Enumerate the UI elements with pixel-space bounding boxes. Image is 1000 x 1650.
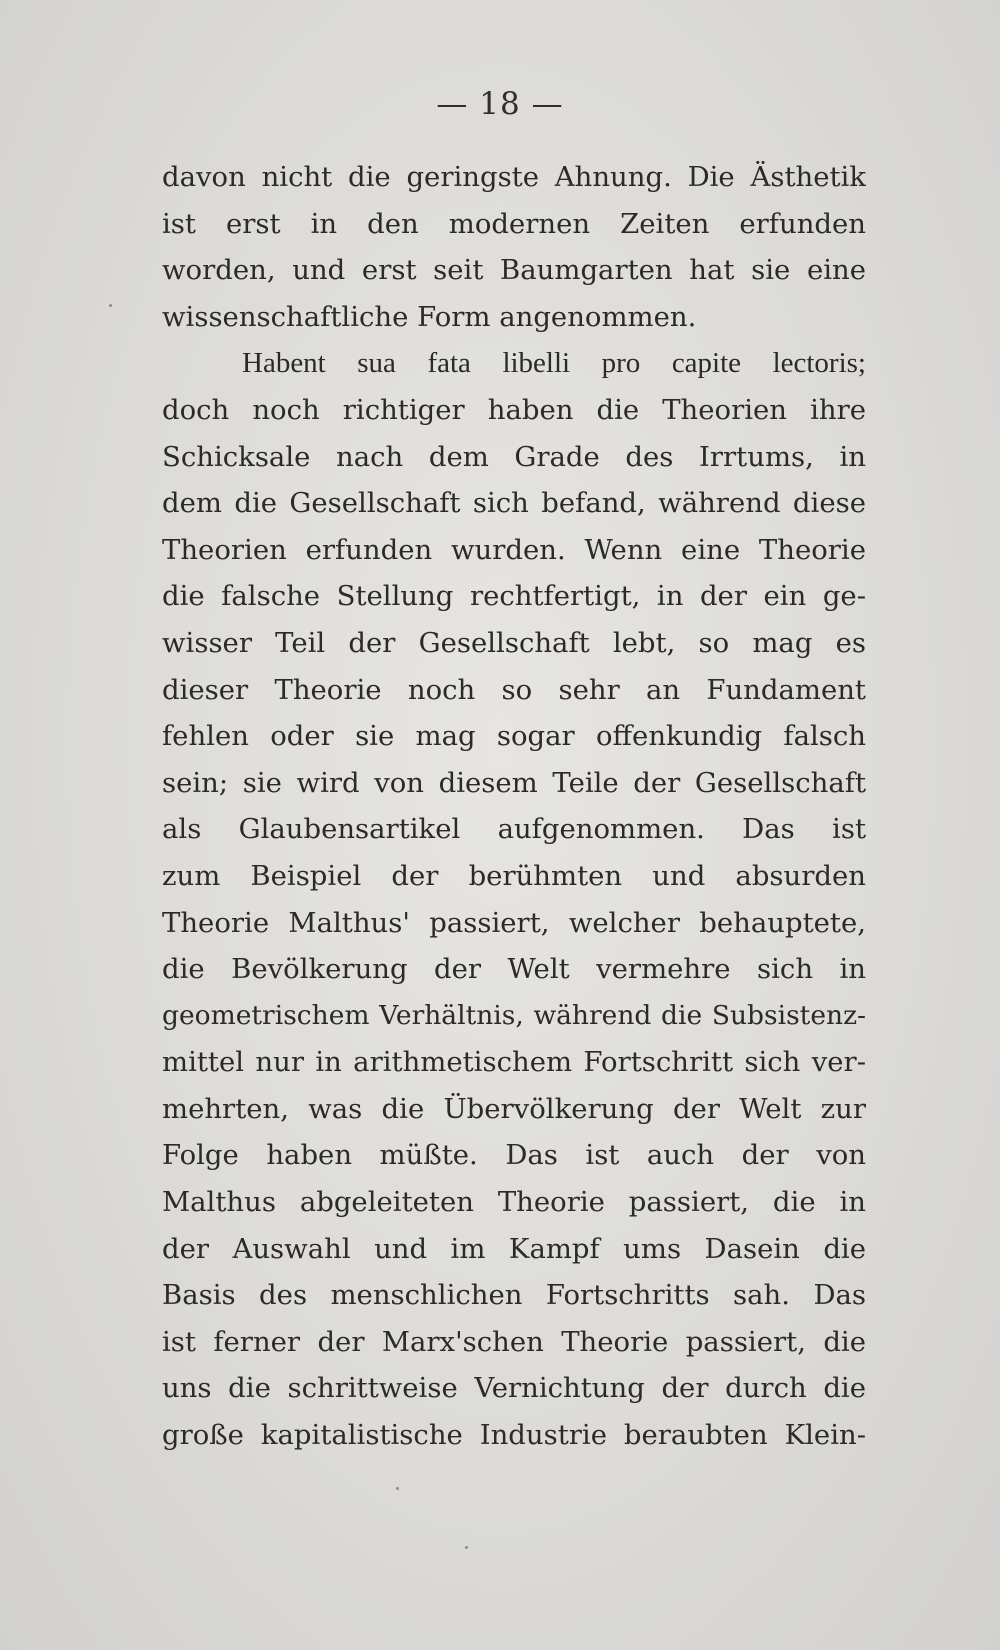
text-line: der Auswahl und im Kampf ums Dasein die xyxy=(162,1232,866,1265)
paper-speck xyxy=(465,1546,468,1549)
text-line: dem die Gesellschaft sich befand, während diese xyxy=(162,487,866,520)
text-line: dieser Theorie noch so sehr an Fundament xyxy=(162,673,866,706)
text-line: wissenschaftliche Form angenommen. xyxy=(162,300,697,333)
text-line: geometrischem Verhältnis, während die Subsistenz- xyxy=(162,999,866,1031)
text-line: ist erst in den modernen Zeiten erfunden xyxy=(162,207,866,240)
text-line: ist ferner der Marx'schen Theorie passiert, die xyxy=(162,1325,866,1358)
paper-speck xyxy=(109,304,112,307)
text-line: als Glaubensartikel aufgenommen. Das ist xyxy=(162,813,866,846)
text-line: Folge haben müßte. Das ist auch der von xyxy=(162,1139,866,1172)
text-line: die falsche Stellung rechtfertigt, in der ein ge- xyxy=(162,580,866,613)
body-text xyxy=(162,154,866,1459)
text-line: die Bevölkerung der Welt vermehre sich in xyxy=(162,953,866,986)
text-line: zum Beispiel der berühmten und absurden xyxy=(162,859,866,892)
text-line: uns die schrittweise Vernichtung der durch die xyxy=(162,1372,866,1405)
text-line: Schicksale nach dem Grade des Irrtums, in xyxy=(162,440,866,473)
latin-quote-line: Habent sua fata libelli pro capite lectoris; xyxy=(242,347,866,380)
text-line: große kapitalistische Industrie beraubten Klein- xyxy=(162,1419,866,1452)
paper-speck xyxy=(396,1487,399,1490)
text-line: sein; sie wird von diesem Teile der Gesellschaft xyxy=(162,766,866,799)
text-line: davon nicht die geringste Ahnung. Die Ästhetik xyxy=(162,161,866,193)
text-line: fehlen oder sie mag sogar offenkundig falsch xyxy=(162,720,866,753)
text-line: mittel nur in arithmetischem Fortschritt sich ver- xyxy=(162,1046,866,1079)
text-line: Theorie Malthus' passiert, welcher behauptete, xyxy=(162,906,866,939)
text-line: doch noch richtiger haben die Theorien ihre xyxy=(162,393,866,426)
text-line: Malthus abgeleiteten Theorie passiert, die in xyxy=(162,1186,866,1219)
text-line: mehrten, was die Übervölkerung der Welt zur xyxy=(162,1092,866,1125)
text-line: wisser Teil der Gesellschaft lebt, so mag es xyxy=(162,626,866,659)
page-number: — 18 — xyxy=(436,86,564,122)
text-line: worden, und erst seit Baumgarten hat sie eine xyxy=(162,254,866,287)
text-line: Basis des menschlichen Fortschritts sah. Das xyxy=(162,1279,866,1312)
text-line: Theorien erfunden wurden. Wenn eine Theorie xyxy=(162,533,866,566)
